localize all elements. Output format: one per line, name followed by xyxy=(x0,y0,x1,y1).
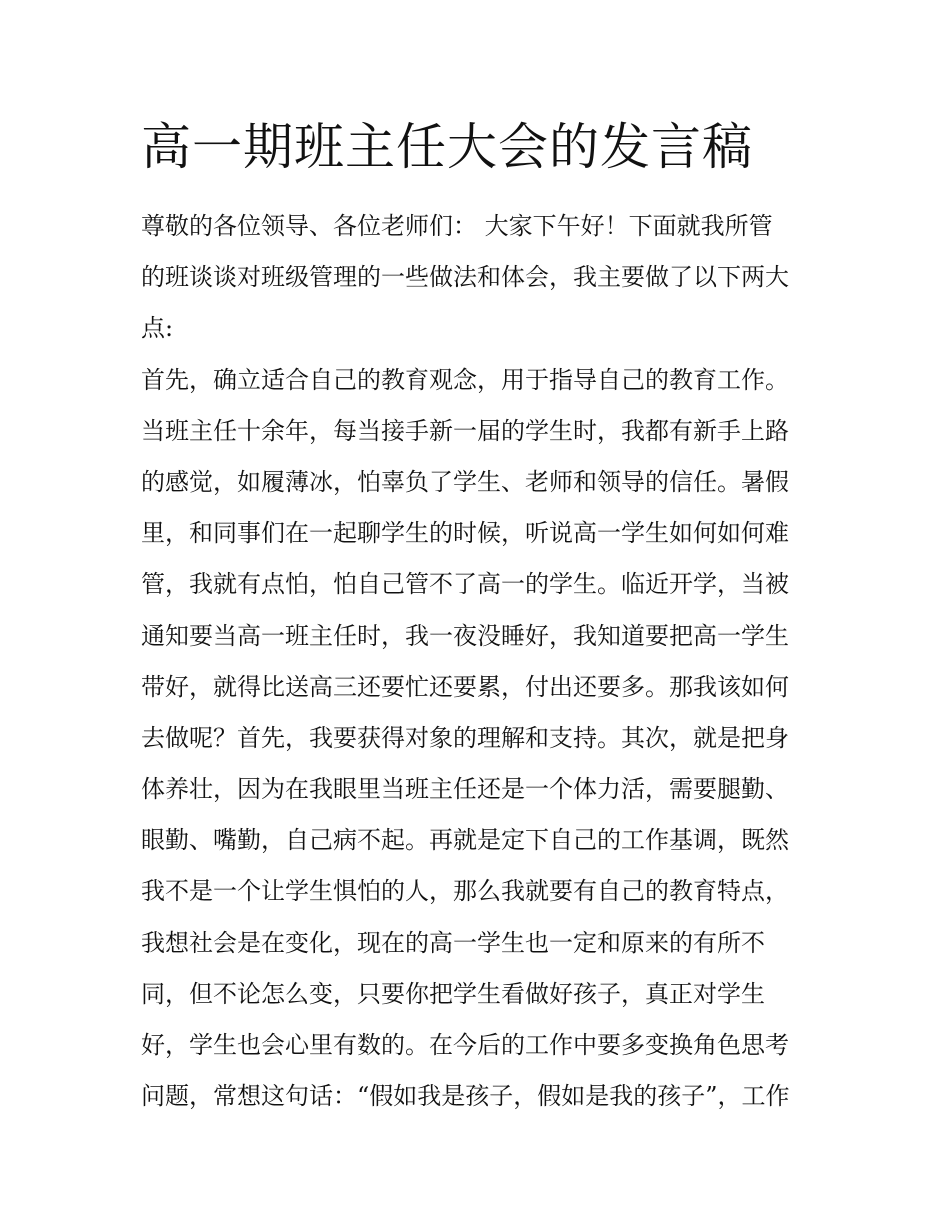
body-line: 首先，确立适合自己的教育观念，用于指导自己的教育工作。 xyxy=(141,365,789,394)
body-line: 去做呢？首先，我要获得对象的理解和支持。其次，就是把身 xyxy=(141,723,789,752)
body-line: 同，但不论怎么变，只要你把学生看做好孩子，真正对学生 xyxy=(141,979,765,1008)
body-line: 点: xyxy=(141,314,174,343)
body-line: 好，学生也会心里有数的。在今后的工作中要多变换角色思考 xyxy=(141,1031,789,1059)
body-line: 带好，就得比送高三还要忙还要累，付出还要多。那我该如何 xyxy=(141,672,789,701)
body-line: 我不是一个让学生惧怕的人，那么我就要有自己的教育特点， xyxy=(141,877,789,906)
body-line: 管，我就有点怕，怕自己管不了高一的学生。临近开学，当被 xyxy=(141,570,789,599)
body-line: 里，和同事们在一起聊学生的时候，听说高一学生如何如何难 xyxy=(141,519,789,548)
body-line: 的班谈谈对班级管理的一些做法和体会，我主要做了以下两大 xyxy=(141,263,789,292)
body-line: 的感觉，如履薄冰，怕辜负了学生、老师和领导的信任。暑假 xyxy=(141,467,789,496)
body-line: 通知要当高一班主任时，我一夜没睡好，我知道要把高一学生 xyxy=(141,621,789,650)
body-line: 眼勤、嘴勤，自己病不起。再就是定下自己的工作基调，既然 xyxy=(141,826,789,855)
body-line: 我想社会是在变化，现在的高一学生也一定和原来的有所不 xyxy=(141,928,765,957)
document-title: 高一期班主任大会的发言稿 xyxy=(141,118,753,176)
body-line: 体养壮，因为在我眼里当班主任还是一个体力活，需要腿勤、 xyxy=(141,775,789,804)
document-body xyxy=(141,201,821,1122)
body-line: 问题，常想这句话：“假如我是孩子，假如是我的孩子”，工作 xyxy=(141,1082,790,1111)
body-line: 当班主任十余年，每当接手新一届的学生时，我都有新手上路 xyxy=(141,416,789,445)
body-line: 尊敬的各位领导、各位老师们： 大家下午好！下面就我所管 xyxy=(141,212,773,240)
